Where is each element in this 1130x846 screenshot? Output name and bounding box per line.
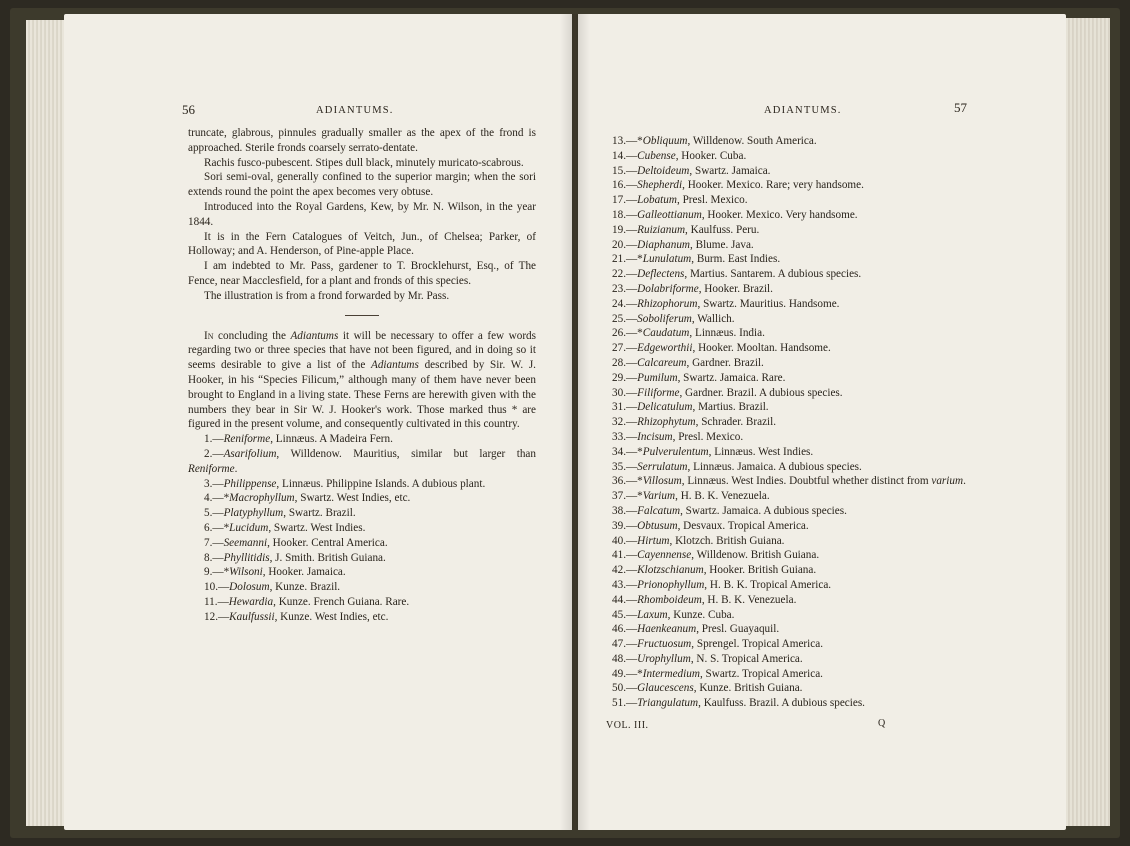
species-entry bbox=[188, 432, 536, 447]
species-entry bbox=[596, 696, 976, 711]
species-name: Phyllitidis bbox=[223, 551, 270, 564]
species-number: 39.— bbox=[612, 519, 638, 532]
species-entry bbox=[596, 504, 976, 519]
species-entry bbox=[188, 610, 536, 625]
species-detail: , Linnæus. Philippine Islands. A dubious plant. bbox=[276, 477, 486, 490]
left-page-number: 56 bbox=[182, 102, 195, 117]
species-entry bbox=[596, 371, 976, 386]
species-number: 22.— bbox=[612, 268, 638, 281]
species-detail: , Swartz. Brazil. bbox=[283, 507, 356, 520]
species-entry bbox=[596, 341, 976, 356]
paragraph: truncate, glabrous, pinnules gradually smaller as the apex of the frond is approached. Sterile fronds coarsely serrato-dentate. bbox=[188, 127, 536, 154]
species-detail: , Wallich. bbox=[691, 312, 735, 325]
species-entry bbox=[188, 536, 536, 551]
species-detail: , Willdenow. South America. bbox=[687, 135, 817, 147]
species-entry bbox=[596, 400, 976, 415]
paragraph: Rachis fusco-pubescent. Stipes dull black, minutely muricato-scabrous. bbox=[204, 156, 524, 169]
species-entry bbox=[596, 267, 976, 282]
species-name: Galleottianum bbox=[637, 208, 702, 221]
species-number: 16.— bbox=[612, 179, 638, 192]
species-tail: . bbox=[234, 462, 238, 475]
species-name: Klotzschianum bbox=[637, 564, 704, 577]
species-number: 48.— bbox=[612, 652, 638, 665]
species-detail: , H. B. K. Venezuela. bbox=[675, 490, 770, 503]
intro-part: concluding the bbox=[213, 329, 291, 342]
species-number: 26.—* bbox=[612, 327, 643, 340]
species-number: 25.— bbox=[612, 312, 638, 325]
left-running-head: ADIANTUMS. bbox=[316, 105, 394, 116]
species-detail: , Willdenow. Mauritius, similar but larger than bbox=[276, 447, 536, 460]
species-name: Rhizophorum bbox=[637, 297, 698, 310]
species-detail: , Linnæus. India. bbox=[689, 327, 765, 340]
species-name: Caudatum bbox=[642, 327, 690, 340]
species-detail: , Presl. Mexico. bbox=[672, 430, 744, 443]
species-number: 33.— bbox=[612, 430, 638, 443]
species-detail: , Presl. Guayaquil. bbox=[696, 623, 780, 636]
left-page-edges bbox=[26, 20, 66, 826]
species-entry bbox=[188, 447, 536, 477]
species-number: 9.—* bbox=[204, 566, 230, 579]
left-species-list bbox=[188, 432, 536, 624]
species-detail: , Hooker. British Guiana. bbox=[703, 564, 817, 577]
species-number: 15.— bbox=[612, 164, 638, 177]
species-name: Filiforme bbox=[637, 386, 680, 399]
species-number: 4.—* bbox=[204, 492, 230, 505]
right-page-number: 57 bbox=[954, 100, 967, 115]
species-entry bbox=[596, 193, 976, 208]
species-number: 40.— bbox=[612, 534, 638, 547]
species-name: Edgeworthii bbox=[637, 342, 693, 355]
species-entry bbox=[596, 415, 976, 430]
species-name: Kaulfussii bbox=[229, 610, 275, 623]
right-page-edges bbox=[1062, 18, 1110, 826]
species-entry bbox=[188, 595, 536, 610]
species-entry bbox=[596, 608, 976, 623]
intro-genus: Adiantums bbox=[371, 359, 419, 372]
species-name: Obliquum bbox=[642, 135, 688, 147]
species-number: 23.— bbox=[612, 282, 638, 295]
species-detail: , Kaulfuss. Peru. bbox=[685, 223, 760, 236]
species-detail: , Hooker. Mexico. Very handsome. bbox=[701, 208, 858, 221]
paragraph: The illustration is from a frond forwarded by Mr. Pass. bbox=[204, 289, 450, 302]
species-number: 32.— bbox=[612, 416, 638, 429]
species-detail: , Linnæus. A Madeira Fern. bbox=[270, 433, 393, 446]
species-name: Shepherdi bbox=[637, 179, 683, 192]
species-detail: , Kunze. West Indies, etc. bbox=[274, 610, 389, 623]
species-detail: , Linnæus. West Indies. bbox=[708, 445, 814, 458]
species-name: Laxum bbox=[637, 608, 668, 621]
species-detail: , Hooker. Mexico. Rare; very handsome. bbox=[682, 179, 864, 192]
species-detail: , Presl. Mexico. bbox=[676, 194, 748, 207]
species-detail: , Kunze. Brazil. bbox=[269, 581, 341, 594]
species-detail: , Swartz. Jamaica. A dubious species. bbox=[680, 504, 847, 517]
left-text-column bbox=[188, 126, 536, 625]
species-number: 3.— bbox=[204, 477, 224, 490]
species-number: 37.—* bbox=[612, 490, 643, 503]
book-gutter bbox=[560, 14, 590, 830]
species-entry bbox=[188, 551, 536, 566]
species-detail: , Schrader. Brazil. bbox=[695, 416, 777, 429]
species-detail: , H. B. K. Tropical America. bbox=[704, 578, 832, 591]
species-number: 44.— bbox=[612, 593, 638, 606]
species-name: Obtusum bbox=[637, 519, 678, 532]
right-species-list bbox=[596, 134, 976, 711]
species-entry bbox=[596, 326, 976, 341]
species-number: 42.— bbox=[612, 564, 638, 577]
species-name: Triangulatum bbox=[637, 697, 699, 710]
species-detail: , Klotzch. British Guiana. bbox=[669, 534, 785, 547]
species-detail: , Hooker. Cuba. bbox=[675, 149, 747, 162]
right-text-column bbox=[596, 134, 976, 711]
species-number: 34.—* bbox=[612, 445, 643, 458]
species-name: Prionophyllum bbox=[637, 578, 705, 591]
species-name: Cubense bbox=[637, 149, 676, 162]
species-number: 8.— bbox=[204, 551, 224, 564]
paragraph: Sori semi-oval, generally confined to the superior margin; when the sori extends round the point the apex becomes very obtuse. bbox=[188, 171, 536, 199]
species-number: 12.— bbox=[204, 610, 230, 623]
species-detail: , Swartz. West Indies. bbox=[268, 521, 366, 534]
species-name: Seemanni bbox=[223, 536, 268, 549]
species-detail: , Hooker. Jamaica. bbox=[262, 566, 346, 579]
species-detail: , Kunze. British Guiana. bbox=[693, 682, 803, 695]
species-entry bbox=[596, 238, 976, 253]
species-name: Lunulatum bbox=[642, 253, 692, 266]
species-name: Lucidum bbox=[229, 521, 269, 534]
species-name: Wilsoni bbox=[229, 566, 263, 579]
species-detail: , Kunze. French Guiana. Rare. bbox=[273, 595, 410, 608]
species-detail: , J. Smith. British Guiana. bbox=[269, 551, 386, 564]
species-entry bbox=[596, 312, 976, 327]
species-name: Philippense bbox=[223, 477, 277, 490]
species-detail: , Swartz. West Indies, etc. bbox=[294, 492, 411, 505]
species-entry bbox=[596, 548, 976, 563]
species-name: Dolabriforme bbox=[637, 282, 699, 295]
species-number: 20.— bbox=[612, 238, 638, 251]
species-name: Serrulatum bbox=[637, 460, 688, 473]
species-detail: , Desvaux. Tropical America. bbox=[677, 519, 809, 532]
species-number: 30.— bbox=[612, 386, 638, 399]
species-name: Macrophyllum bbox=[229, 492, 295, 505]
species-name: Pumilum bbox=[637, 371, 678, 384]
species-entry bbox=[596, 282, 976, 297]
species-number: 38.— bbox=[612, 504, 638, 517]
species-detail: , Sprengel. Tropical America. bbox=[691, 638, 823, 651]
species-number: 50.— bbox=[612, 682, 638, 695]
species-name: Intermedium bbox=[642, 667, 700, 680]
species-detail: , Swartz. Tropical America. bbox=[699, 667, 823, 680]
species-name: Platyphyllum bbox=[223, 507, 284, 520]
species-number: 21.—* bbox=[612, 253, 643, 266]
species-entry bbox=[596, 474, 976, 489]
right-page bbox=[578, 14, 1066, 830]
species-name: Rhomboideum bbox=[637, 593, 702, 606]
species-number: 28.— bbox=[612, 356, 638, 369]
intro-part: described by Sir. W. J. Hooker, in his “Species Filicum,” although many of them have never been brought to England in a living state. These Ferns are herewith given with the numbers they bear in Sir W. J. Hooker's work. Those marked thus * are figured in the present volume, and consequently cultivated in this country. bbox=[188, 359, 536, 431]
species-entry bbox=[596, 356, 976, 371]
species-name: Fructuosum bbox=[637, 638, 692, 651]
species-name: Urophyllum bbox=[637, 652, 691, 665]
species-entry bbox=[596, 519, 976, 534]
intro-paragraph bbox=[188, 329, 536, 433]
species-entry bbox=[596, 297, 976, 312]
species-entry bbox=[188, 580, 536, 595]
species-number: 13.—* bbox=[612, 135, 643, 147]
species-detail: , Gardner. Brazil. bbox=[686, 356, 764, 369]
species-number: 7.— bbox=[204, 536, 224, 549]
species-name: Haenkeanum bbox=[637, 623, 697, 636]
species-number: 5.— bbox=[204, 507, 224, 520]
species-detail: , Linnæus. Jamaica. A dubious species. bbox=[687, 460, 862, 473]
species-number: 18.— bbox=[612, 208, 638, 221]
species-name: Dolosum bbox=[229, 581, 270, 594]
species-entry bbox=[596, 445, 976, 460]
species-entry bbox=[596, 563, 976, 578]
species-entry bbox=[596, 652, 976, 667]
species-entry bbox=[596, 667, 976, 682]
species-number: 19.— bbox=[612, 223, 638, 236]
species-number: 41.— bbox=[612, 549, 638, 562]
paragraph: I am indebted to Mr. Pass, gardener to T. Brocklehurst, Esq., of The Fence, near Macclesfield, for a plant and fronds of this species. bbox=[188, 260, 536, 287]
species-number: 11.— bbox=[204, 595, 229, 608]
species-entry bbox=[596, 637, 976, 652]
species-entry bbox=[596, 622, 976, 637]
species-entry bbox=[596, 578, 976, 593]
species-name: Pulverulentum bbox=[642, 445, 709, 458]
paragraph: It is in the Fern Catalogues of Veitch, Jun., of Chelsea; Parker, of Holloway; and A. Henderson, of Pine-apple Place. bbox=[188, 230, 536, 258]
right-running-head: ADIANTUMS. bbox=[764, 105, 842, 116]
species-number: 2.— bbox=[204, 447, 224, 460]
species-name: Varium bbox=[642, 490, 676, 503]
species-entry bbox=[596, 134, 976, 149]
species-name: Rhizophytum bbox=[637, 416, 696, 429]
intro-part: it will be necessary to offer a few words regarding two or three species that have not been figured, and in doing so it seems desirable to give a list of the bbox=[188, 329, 536, 372]
intro-genus: Adiantums bbox=[290, 329, 339, 342]
species-name: Asarifolium bbox=[223, 447, 277, 460]
species-reference: Reniforme bbox=[188, 462, 235, 475]
species-number: 1.— bbox=[204, 433, 224, 446]
species-entry bbox=[596, 593, 976, 608]
species-entry bbox=[188, 491, 536, 506]
species-name: Cayennense bbox=[637, 549, 692, 562]
species-entry bbox=[596, 386, 976, 401]
species-number: 17.— bbox=[612, 194, 638, 207]
footer-volume: VOL. III. bbox=[606, 720, 649, 731]
species-detail: , Hooker. Mooltan. Handsome. bbox=[692, 342, 831, 355]
species-entry bbox=[188, 477, 536, 492]
species-entry bbox=[596, 430, 976, 445]
species-name: Hirtum bbox=[637, 534, 670, 547]
species-entry bbox=[596, 208, 976, 223]
species-name: Soboliferum bbox=[637, 312, 692, 325]
paragraph: Introduced into the Royal Gardens, Kew, by Mr. N. Wilson, in the year 1844. bbox=[188, 200, 536, 228]
species-number: 31.— bbox=[612, 401, 638, 414]
species-entry bbox=[596, 223, 976, 238]
species-name: Calcareum bbox=[637, 356, 687, 369]
species-entry bbox=[596, 252, 976, 267]
species-detail: , Martius. Santarem. A dubious species. bbox=[684, 268, 862, 281]
species-detail: , Gardner. Brazil. A dubious species. bbox=[679, 386, 843, 399]
species-name: Reniforme bbox=[223, 433, 271, 446]
species-number: 27.— bbox=[612, 342, 638, 355]
species-number: 35.— bbox=[612, 460, 638, 473]
species-name: Deltoideum bbox=[637, 164, 690, 177]
species-reference: varium bbox=[931, 475, 964, 488]
species-name: Deflectens bbox=[637, 268, 685, 281]
species-number: 10.— bbox=[204, 581, 230, 594]
section-rule bbox=[345, 315, 379, 316]
species-name: Villosum bbox=[642, 475, 682, 488]
species-entry bbox=[188, 521, 536, 536]
species-entry bbox=[188, 506, 536, 521]
species-detail: , Martius. Brazil. bbox=[692, 401, 769, 414]
species-number: 46.— bbox=[612, 623, 638, 636]
species-detail: , Swartz. Jamaica. bbox=[689, 164, 771, 177]
species-entry bbox=[596, 489, 976, 504]
species-name: Delicatulum bbox=[637, 401, 693, 414]
species-number: 14.— bbox=[612, 149, 638, 162]
species-detail: , Hooker. Central America. bbox=[267, 536, 388, 549]
species-number: 45.— bbox=[612, 608, 638, 621]
species-number: 36.—* bbox=[612, 475, 643, 488]
species-entry bbox=[596, 534, 976, 549]
species-detail: , N. S. Tropical America. bbox=[690, 652, 803, 665]
intro-lead: In bbox=[204, 329, 214, 342]
species-entry bbox=[188, 565, 536, 580]
species-number: 51.— bbox=[612, 697, 638, 710]
species-detail: , Swartz. Mauritius. Handsome. bbox=[697, 297, 840, 310]
species-number: 43.— bbox=[612, 578, 638, 591]
species-detail: , Swartz. Jamaica. Rare. bbox=[677, 371, 786, 384]
species-entry bbox=[596, 681, 976, 696]
species-tail: . bbox=[963, 475, 966, 488]
species-detail: , H. B. K. Venezuela. bbox=[701, 593, 797, 606]
species-detail: , Burm. East Indies. bbox=[691, 253, 781, 266]
footer-signature: Q bbox=[878, 718, 886, 729]
species-number: 49.—* bbox=[612, 667, 643, 680]
species-detail: , Hooker. Brazil. bbox=[698, 282, 773, 295]
species-detail: , Kaulfuss. Brazil. A dubious species. bbox=[698, 697, 865, 710]
species-entry bbox=[596, 460, 976, 475]
species-name: Ruizianum bbox=[637, 223, 686, 236]
species-number: 47.— bbox=[612, 638, 638, 651]
species-name: Hewardia bbox=[228, 595, 274, 608]
species-detail: , Linnæus. West Indies. Doubtful whether distinct from bbox=[681, 475, 932, 488]
species-name: Falcatum bbox=[637, 504, 681, 517]
species-number: 29.— bbox=[612, 371, 638, 384]
species-number: 6.—* bbox=[204, 521, 230, 534]
species-detail: , Willdenow. British Guiana. bbox=[691, 549, 820, 562]
left-page bbox=[64, 14, 572, 830]
species-entry bbox=[596, 149, 976, 164]
species-entry bbox=[596, 178, 976, 193]
species-entry bbox=[596, 164, 976, 179]
species-number: 24.— bbox=[612, 297, 638, 310]
species-name: Lobatum bbox=[637, 194, 677, 207]
species-name: Glaucescens bbox=[637, 682, 694, 695]
species-detail: , Blume. Java. bbox=[690, 238, 754, 251]
species-name: Incisum bbox=[637, 430, 673, 443]
species-detail: , Kunze. Cuba. bbox=[667, 608, 735, 621]
species-name: Diaphanum bbox=[637, 238, 691, 251]
